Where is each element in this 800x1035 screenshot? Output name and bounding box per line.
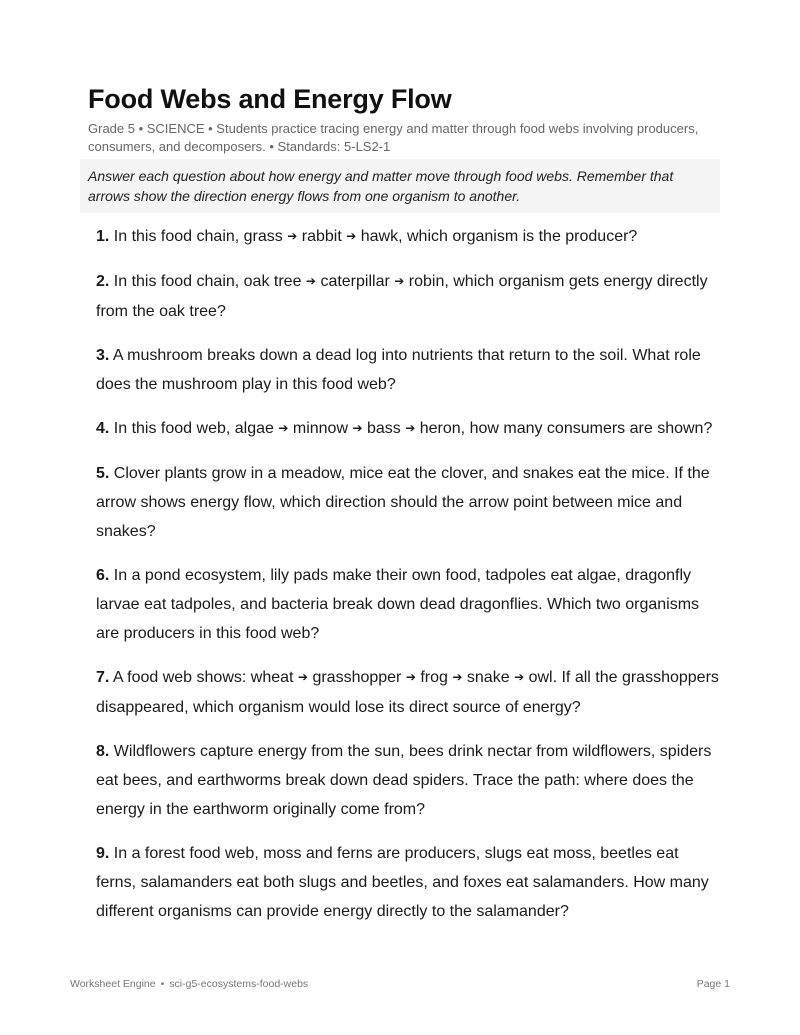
page-number: Page 1: [696, 978, 730, 990]
question-item: [96, 222, 721, 252]
question-item: [96, 267, 721, 326]
question-text: A mushroom breaks down a dead log into nutrients that return to the soil. What role does the mushroom play in this food web?: [96, 347, 701, 393]
question-text: hawk, which organism is the producer?: [360, 228, 638, 245]
question-text: minnow: [292, 420, 349, 437]
arrow-right-icon: ➔: [287, 229, 298, 243]
arrow-right-icon: ➔: [394, 274, 405, 288]
question-item: [96, 737, 721, 824]
footer-separator: •: [160, 978, 165, 990]
worksheet-subtitle: Grade 5 • SCIENCE • Students practice tracing energy and matter through food webs involving producers, consumers, and decomposers. • Standards: 5-LS2-1: [88, 121, 699, 154]
question-text: caterpillar: [320, 273, 390, 290]
arrow-right-icon: ➔: [405, 421, 416, 435]
question-text: Clover plants grow in a meadow, mice eat the clover, and snakes eat the mice. If the arrow shows energy flow, which direction should the arrow point between mice and snakes?: [96, 465, 710, 540]
question-text: In a pond ecosystem, lily pads make their own food, tadpoles eat algae, dragonfly larvae eat tadpoles, and bacteria break down dead dragonflies. Which two organisms are producers in this food web?: [96, 567, 700, 642]
question-text: In this food web, algae: [113, 420, 274, 437]
arrow-right-icon: ➔: [352, 421, 363, 435]
question-text: heron, how many consumers are shown?: [419, 420, 713, 437]
question-number: 3.: [96, 347, 110, 364]
question-text: A food web shows: wheat: [112, 669, 294, 686]
question-text: In this food chain, grass: [113, 228, 283, 245]
question-number: 8.: [96, 743, 110, 760]
question-text: frog: [420, 669, 448, 686]
page-title: Food Webs and Energy Flow: [88, 84, 452, 114]
instructions-box: Answer each question about how energy and matter move through food webs. Remember that arrows show the direction energy flows from one organism to another.: [80, 159, 720, 213]
arrow-right-icon: ➔: [305, 274, 316, 288]
question-item: [96, 663, 721, 722]
footer-slug: sci-g5-ecosystems-food-webs: [169, 978, 309, 990]
question-number: 2.: [96, 273, 110, 290]
question-item: [96, 839, 721, 926]
question-number: 1.: [96, 228, 110, 245]
question-text: robin, which organism gets energy directly from the oak tree?: [96, 273, 708, 320]
question-text: grasshopper: [312, 669, 402, 686]
question-text: In this food chain, oak tree: [113, 273, 302, 290]
footer-source: [70, 978, 308, 990]
footer-engine: Worksheet Engine: [70, 978, 156, 990]
question-text: owl. If all the grasshoppers disappeared, which organism would lose its direct source of energy?: [96, 669, 719, 716]
question-number: 7.: [96, 669, 110, 686]
arrow-right-icon: ➔: [346, 229, 357, 243]
question-number: 6.: [96, 567, 110, 584]
question-text: Wildflowers capture energy from the sun, bees drink nectar from wildflowers, spiders eat bees, and earthworms break down dead spiders. Trace the path: where does the energy in the earthworm originally come from?: [96, 743, 712, 818]
arrow-right-icon: ➔: [278, 421, 289, 435]
question-text: In a forest food web, moss and ferns are producers, slugs eat moss, beetles eat ferns, salamanders eat both slugs and beetles, and foxes eat salamanders. How many different organisms can provide energy directly to the salamander?: [96, 845, 709, 920]
question-item: [96, 459, 721, 546]
arrow-right-icon: ➔: [514, 670, 525, 684]
question-item: [96, 561, 721, 648]
question-number: 9.: [96, 845, 110, 862]
question-item: [96, 341, 721, 399]
question-list: [96, 222, 721, 941]
question-text: bass: [366, 420, 401, 437]
question-item: [96, 414, 721, 444]
arrow-right-icon: ➔: [405, 670, 416, 684]
arrow-right-icon: ➔: [297, 670, 308, 684]
question-number: 4.: [96, 420, 110, 437]
question-text: rabbit: [301, 228, 342, 245]
question-number: 5.: [96, 465, 110, 482]
question-text: snake: [466, 669, 510, 686]
arrow-right-icon: ➔: [452, 670, 463, 684]
